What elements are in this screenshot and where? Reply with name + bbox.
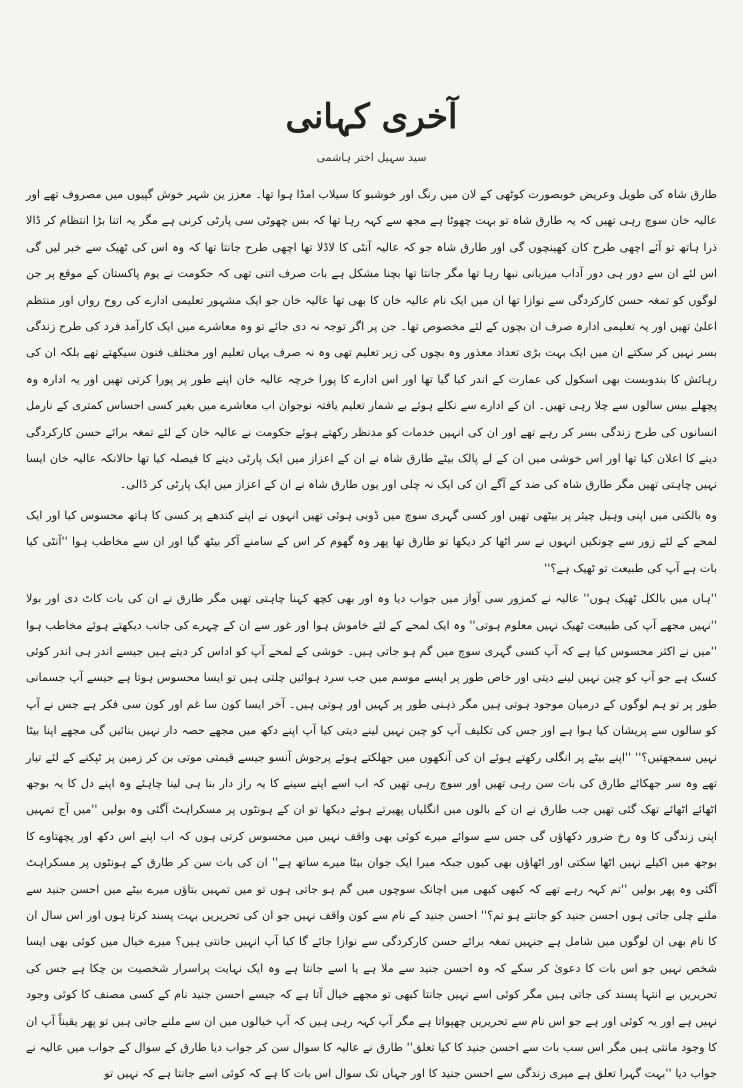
story-body (26, 182, 717, 1088)
paragraph-3: ''ہاں میں بالکل ٹھیک ہوں'' عالیہ نے کمزور سی آواز میں جواب دیا وہ اور بھی کچھ کہنا چاہتی تھیں مگر طارق نے ان کی بات کاٹ دی اور بولا ''نہیں مجھے آپ کی طبیعت ٹھیک نہیں معلوم ہوتی'' وہ ایک لمحے کے لئے خاموش ہوا اور غور سے ان کے چہرے کی جانب دیکھتے ہوئے مخاطب ہوا ''میں نے اکثر محسوس کیا ہے کہ آپ کسی گہری سوچ میں گم ہو جاتی ہیں۔ خوشی کے لمحے آپ کو اداس کر دیتے ہیں جیسے اندر ہی اندر کوئی کسک ہے جو آپ کو چین نہیں لینے دیتی اور خاص طور پر ایسے موسم میں جب سرد ہوائیں چلتی ہیں تو ایسا محسوس ہوتا ہے جیسے آپ جسمانی طور پر تو ہم لوگوں کے درمیان موجود ہوتی ہیں مگر ذہنی طور پر کہیں اور ہوتی ہیں۔ آخر ایسا کون سا غم اور کون سی فکر ہے جس نے آپ کو سالوں سے پریشان کیا ہوا ہے اور جس کی تکلیف آپ کو چین نہیں لینے دیتی کیا آپ اپنے دکھ میں مجھے حصہ دار نہیں بنائیں گی مجھے اپنا بیٹا نہیں سمجھتیں؟'' ''اپنے بیٹے پر انگلی رکھتے ہوئے ان کی آنکھوں میں جھلکتے ہوئے پرجوش آنسو جیسے قیمتی موتی بن کر زمین پر ٹپکنے کے لئے تیار تھے وہ سر جھکائے طارق کی بات سن رہی تھیں اور سوچ رہی تھیں کہ اب اسے اپنے سینے کا یہ راز دار بنا ہی لینا چاہئے وہ اپنے دل کا یہ بوجھ اٹھائے اٹھائے تھک گئی تھیں جب طارق نے ان کے بالوں میں انگلیاں پھیرتے ہوئے دیکھا تو ان کے ہونٹوں پر مسکراہٹ آگئی وہ بولیں ''میں آج تمہیں اپنی زندگی کا وہ رخ ضرور دکھاؤں گی جس سے سوائے میرے کوئی بھی واقف نہیں میں محسوس کرتی ہوں کہ اب اپنے اس دکھ اور پچھتاوے کا بوجھ میں اکیلے نہیں اٹھا سکتی اور اٹھاؤں بھی کیوں جبکہ میرا ایک جوان بیٹا میرے ساتھ ہے'' ان کی بات سن کر طارق کے ہونٹوں پر مسکراہٹ آگئی وہ پھر بولیں ''تم کہہ رہے تھے کہ کبھی کبھی میں اچانک سوچوں میں گم ہو جاتی ہوں تو میں تمہیں بتاؤں میرے بیٹے میں احسن جنید سے ملنے چلی جاتی ہوں احسن جنید کو جانتے ہو تم؟'' احسن جنید کے نام سے کون واقف نہیں جو ان کی تحریریں بہت پسند کرتا ہوں اور اس سال ان کا نام بھی ان لوگوں میں شامل ہے جنہیں تمغہ برائے حسن کارکردگی سے نوازا جائے گا کیا آپ انہیں جانتی ہیں؟ میرے خیال میں کوئی بھی ایسا شخص نہیں جو اس بات کا دعویٰ کر سکے کہ وہ احسن جنید سے ملا ہے یا اسے جانتا ہے وہ ایک نہایت پراسرار شخصیت بن چکا ہے جس کی تحریریں بے انتہا پسند کی جاتی ہیں مگر کوئی اسے نہیں جانتا کبھی تو مجھے خیال آتا ہے کہ جیسے احسن جنید نام کے کسی مصنف کا کوئی وجود نہیں ہے اور یہ کوئی اور ہے جو اس نام سے تحریریں چھپواتا ہے مگر آپ کہہ رہی ہیں کہ آپ خیالوں میں ان سے ملنے جاتی ہیں تو پھر یقیناً آپ ان کا وجود مانتی ہیں مگر اس سب بات سے احسن جنید کا کیا تعلق'' طارق نے عالیہ کا سوال سن کر جواب دیا طارق کے سوال کے جواب میں عالیہ نے جواب دیا ''بہت گہرا تعلق ہے میری زندگی سے احسن جنید کا اور جہاں تک سوال اس بات کا ہے کہ کوئی اسے جانتا ہے کہ نہیں تو (26, 592, 717, 1081)
story-title: آخری کہانی (285, 97, 458, 137)
paragraph-2: وہ بالکنی میں اپنی وہیل چیئر پر بیٹھی تھیں اور کسی گہری سوچ میں ڈوبی ہوئی تھیں انہوں نے اپنے کندھے پر کسی کا ہاتھ محسوس کیا اور ایک لمحے کے لئے زور سے چونکیں انہوں نے سر اٹھا کر دیکھا تو طارق تھا پھر وہ گھوم کر اس کے سامنے آکر بیٹھ گیا اور ان سے مخاطب ہوا ''آنٹی کیا بات ہے آپ کی طبیعت تو ٹھیک ہے؟'' (26, 508, 717, 575)
author-name: سید سہیل اختر ہاشمی (316, 151, 427, 164)
paragraph-1: طارق شاہ کی طویل وعریض خوبصورت کوٹھی کے لان میں رنگ اور خوشبو کا سیلاب امڈا ہوا تھا۔ معزز ین شہر خوش گپیوں میں مصروف تھے اور عالیہ خان سوچ رہی تھیں کہ یہ طارق شاہ تو بہت چھوٹا ہے مجھ سے کہہ رہا تھا کہ بس چھوٹی سی پارٹی کرنی ہے مگر یہ اتنا بڑا انتظام کر ڈالا ذرا ہاتھ تو آئے اچھی طرح کان کھینچوں گی اور طارق شاہ جو کہ عالیہ آنٹی کا لاڈلا تھا اچھی طرح جانتا تھا کہ وہ اس کی ٹھیک سے خبر لیں گی اس لئے ان سے دور ہی دور آداب میزبانی نبھا رہا تھا مگر جانتا تھا بچنا مشکل ہے بات صرف اتنی تھی کہ حکومت نے یوم پاکستان کے موقع پر جن لوگوں کو تمغہ حسن کارکردگی سے نوازا تھا ان میں ایک نام عالیہ خان کا بھی تھا عالیہ خان جو ایک مشہور تعلیمی ادارے کی روح رواں اور منتظم اعلیٰ تھیں اور یہ تعلیمی ادارہ صرف ان بچوں کے لئے مخصوص تھا۔ جن پر اگر توجہ نہ دی جائے تو وہ معاشرے میں ایک کارآمد فرد کی طرح زندگی بسر نہیں کر سکتے ان میں ایک بہت بڑی تعداد معذور وہ بچوں کی زیر تعلیم تھی وہ نہ صرف یہاں تعلیم اور مختلف فنون سیکھتے تھے بلکہ ان کی رہائش کا بندوبست بھی اسکول کی عمارت کے اندر کیا گیا تھا اور اس ادارے کا پورا خرچہ عالیہ خان اپنے طور پر پورا کرتی تھیں اور یہ ادارہ وہ پچھلے بیس سالوں سے چلا رہی تھیں۔ ان کے ادارے سے نکلے ہوئے بے شمار تعلیم یافتہ نوجوان اب معاشرے میں بغیر کسی احساس کمتری کے نارمل انسانوں کی طرح زندگی بسر کر رہے تھے اور ان کی انہیں خدمات کو مدنظر رکھتے ہوئے حکومت نے عالیہ خان کے لئے تمغہ برائے حسن کارکردگی دینے کا اعلان کیا تھا اور اس خوشی میں ان کے لے پالک بیٹے طارق شاہ نے ان کے اعزاز میں ایک پارٹی دینے کا فیصلہ کیا تھا حالانکہ عالیہ خان ایسا نہیں چاہتی تھیں مگر طارق شاہ کی ضد کے آگے ان کی ایک نہ چلی اور یوں طارق شاہ نے ان کے اعزاز میں ایک پارٹی کر ڈالی۔ (26, 188, 717, 492)
